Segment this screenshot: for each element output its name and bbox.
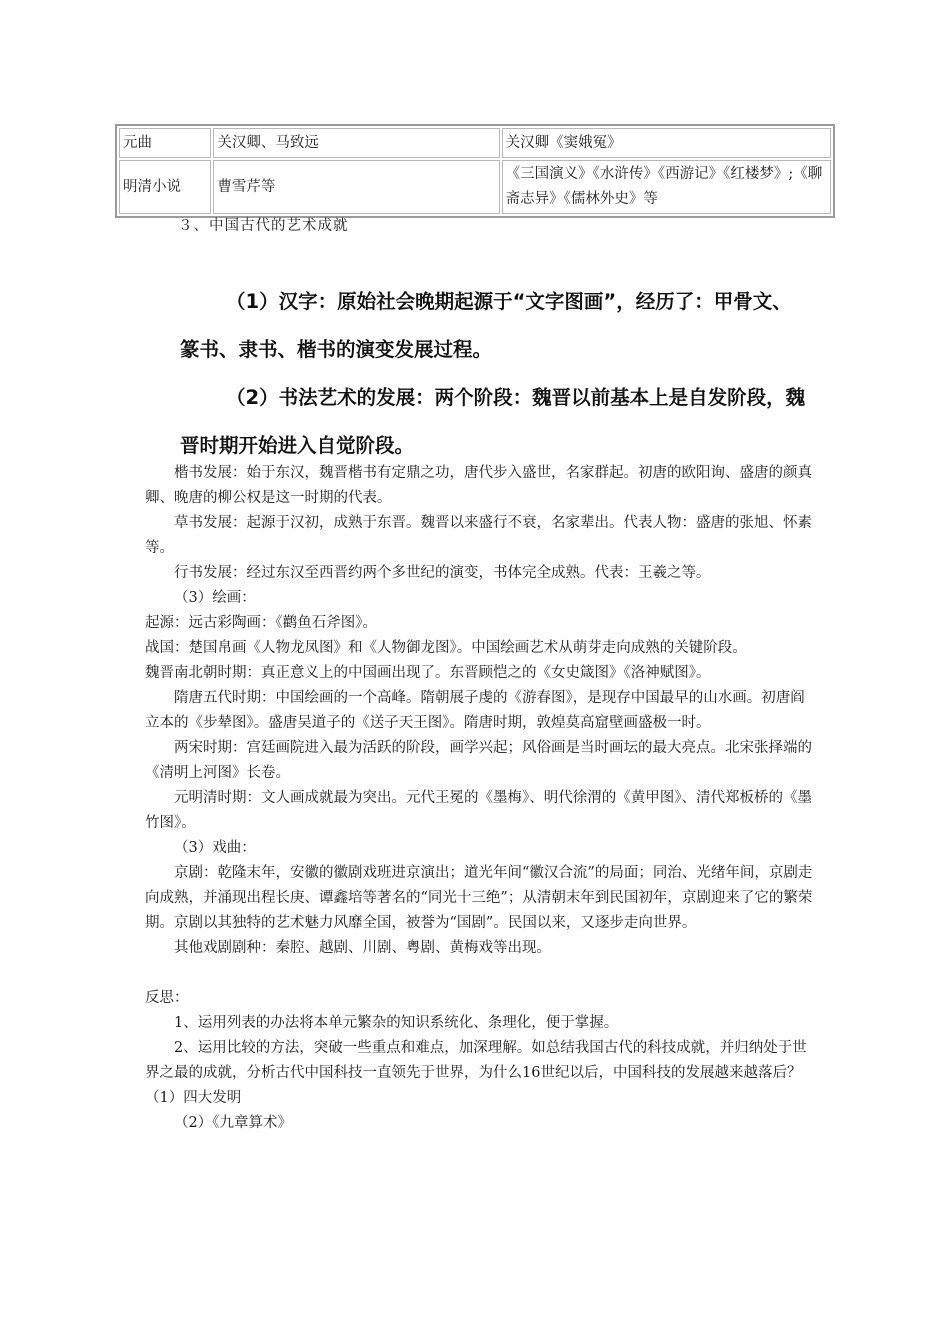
origin-paragraph: 起源：远古彩陶画：《鹳鱼石斧图》。 [145,615,377,631]
zhanguo-paragraph: 战国：楚国帛画《人物龙凤图》和《人物御龙图》。中国绘画艺术从萌芽走向成熟的关键阶段。 [145,640,747,656]
body-text [145,461,813,1136]
section-title: ３、中国古代的艺术成就 [178,218,349,234]
authors-cell: 曹雪芹等 [213,160,499,214]
spacer [145,961,813,986]
reflection-item-1: 1、运用列表的办法将本单元繁杂的知识系统化、条理化，便于掌握。 [174,1015,619,1031]
reflection-item-3: （2）《九章算术》 [174,1115,292,1131]
yuanmingqing-paragraph: 元明清时期：文人画成就最为突出。元代王冕的《墨梅》、明代徐渭的《黄甲图》、清代郑板桥的《墨竹图》。 [145,790,812,831]
bold-summary [180,278,810,470]
literature-table [115,124,835,218]
genre-cell: 明清小说 [119,160,211,214]
authors-cell: 关汉卿、马致远 [213,128,499,158]
caoshu-paragraph: 草书发展：起源于汉初，成熟于东晋。魏晋以来盛行不衰，名家辈出。代表人物：盛唐的张旭、怀素等。 [145,515,812,556]
calligraphy-paragraph: （2）书法艺术的发展：两个阶段：魏晋以前基本上是自发阶段，魏晋时期开始进入自觉阶段。 [180,386,806,457]
table-row [119,160,831,214]
works-cell: 《三国演义》《水浒传》《西游记》《红楼梦》;《聊斋志异》《儒林外史》等 [502,160,831,214]
song-paragraph: 两宋时期：宫廷画院进入最为活跃的阶段，画学兴起；风俗画是当时画坛的最大亮点。北宋张择端的《清明上河图》长卷。 [145,740,812,781]
genre-cell: 元曲 [119,128,211,158]
opera-heading: （3）戏曲： [174,840,256,856]
reflection-heading: 反思： [145,990,189,1006]
table-row [119,128,831,158]
suitang-paragraph: 隋唐五代时期：中国绘画的一个高峰。隋朝展子虔的《游春图》，是现存中国最早的山水画。初唐阎立本的《步辇图》。盛唐吴道子的《送子天王图》。隋唐时期，敦煌莫高窟壁画盛极一时。 [145,690,805,731]
xingshu-paragraph: 行书发展：经过东汉至西晋约两个多世纪的演变，书体完全成熟。代表：王羲之等。 [174,565,711,581]
reflection-item-2: 2、运用比较的方法，突破一些重点和难点，加深理解。如总结我国古代的科技成就，并归纳处于世界之最的成就，分析古代中国科技一直领先于世界，为什么16世纪以后，中国科技的发展越来越落后？（1）四大发明 [145,1040,807,1106]
works-cell: 关汉卿《窦娥冤》 [502,128,831,158]
jingju-paragraph: 京剧：乾隆末年，安徽的徽剧戏班进京演出；道光年间“徽汉合流”的局面；同治、光绪年间，京剧走向成熟，并涌现出程长庚、谭鑫培等著名的“同光十三绝”；从清朝末年到民国初年，京剧迎来了它的繁荣期。京剧以其独特的艺术魅力风靡全国，被誉为“国剧”。民国以来，又逐步走向世界。 [145,865,813,931]
other-opera-paragraph: 其他戏剧剧种：秦腔、越剧、川剧、粤剧、黄梅戏等出现。 [174,940,551,956]
hanzi-paragraph: （1）汉字：原始社会晚期起源于“文字图画”，经历了：甲骨文、篆书、隶书、楷书的演变发展过程。 [180,290,792,361]
weijin-paragraph: 魏晋南北朝时期：真正意义上的中国画出现了。东晋顾恺之的《女史箴图》《洛神赋图》。 [145,665,711,681]
painting-heading: （3）绘画： [174,590,256,606]
kaishu-paragraph: 楷书发展：始于东汉，魏晋楷书有定鼎之功，唐代步入盛世，名家群起。初唐的欧阳询、盛唐的颜真卿、晚唐的柳公权是这一时期的代表。 [145,465,812,506]
